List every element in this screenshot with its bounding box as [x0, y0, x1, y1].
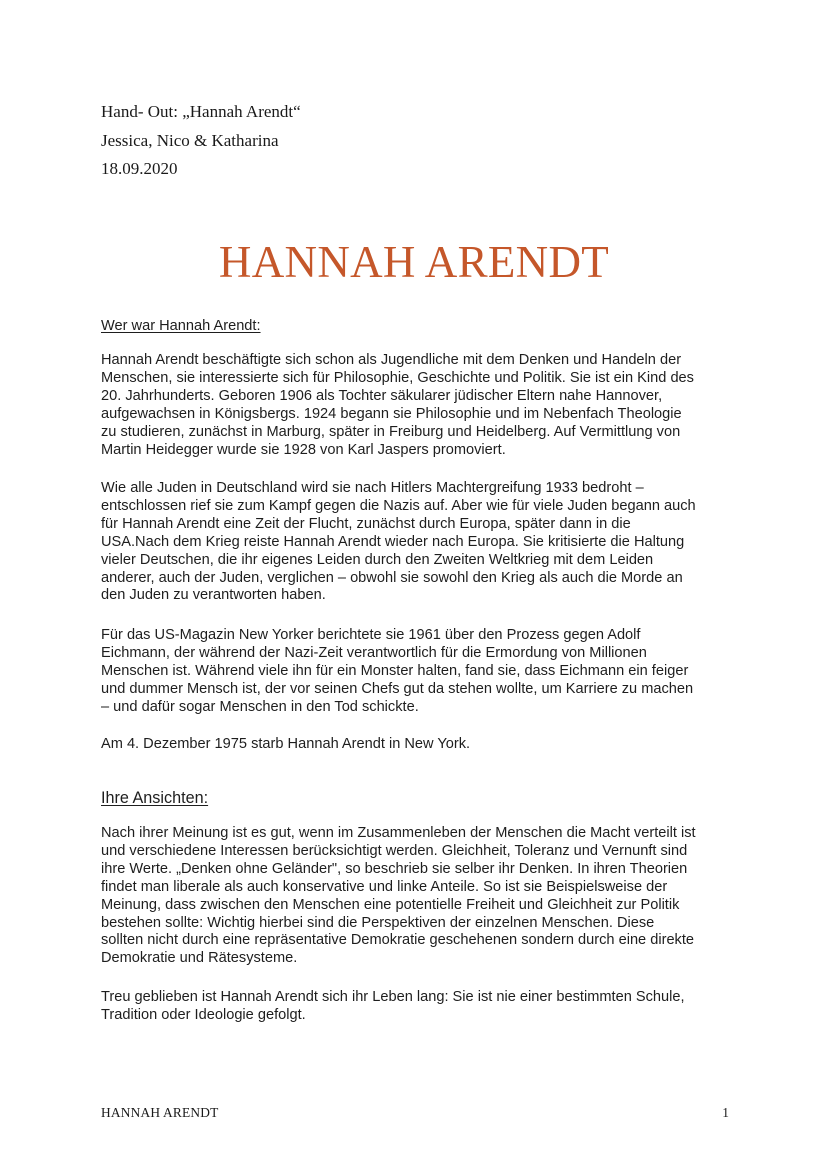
section-heading-who: Wer war Hannah Arendt: [101, 318, 261, 334]
text-line: anderer, auch der Juden, verglichen – obwohl sie sowohl den Krieg als auch die Morde an [101, 569, 683, 586]
text-line: Treu geblieben ist Hannah Arendt sich ihr Leben lang: Sie ist nie einer bestimmten Schule, [101, 989, 685, 1005]
text-line: vieler Deutschen, die ihr eigenes Leiden durch den Zweiten Weltkrieg mit dem Leiden [101, 551, 654, 568]
text-line: findet man liberale als auch konservative und linke Anteile. So ist sie Beispielsweise der [101, 878, 668, 895]
text-line: bestehen sollte: Wichtig hierbei sind die Perspektiven der einzelnen Menschen. Diese [101, 914, 655, 931]
section-heading-views: Ihre Ansichten: [101, 789, 209, 807]
paragraph-loyalty [101, 989, 737, 1025]
text-line: Tradition oder Ideologie gefolgt. [101, 1006, 306, 1023]
text-line: zu studieren, zunächst in Marburg, später in Freiburg und Heidelberg. Auf Vermittlung von [101, 423, 681, 440]
text-line: Nach ihrer Meinung ist es gut, wenn im Zusammenleben der Menschen die Macht verteilt ist [101, 825, 696, 841]
text-line: Martin Heidegger wurde sie 1928 von Karl Jaspers promoviert. [101, 441, 506, 458]
text-line: – und dafür sogar Menschen in den Tod schickte. [101, 698, 419, 715]
text-line: Für das US-Magazin New Yorker berichtete sie 1961 über den Prozess gegen Adolf [101, 627, 641, 643]
text-line: Menschen, sie interessierte sich für Philosophie, Geschichte und Politik. Sie ist ein Kind des [101, 369, 694, 386]
text-line: Menschen ist. Während viele ihn für ein Monster halten, fand sie, dass Eichmann ein feiger [101, 662, 689, 679]
handout-title: Hand- Out: „Hannah Arendt“ [101, 102, 301, 121]
text-line: Hannah Arendt beschäftigte sich schon als Jugendliche mit dem Denken und Handeln der [101, 352, 682, 368]
text-line: Am 4. Dezember 1975 starb Hannah Arendt in New York. [101, 736, 471, 752]
date: 18.09.2020 [101, 159, 178, 178]
page-title: HANNAH ARENDT [218, 237, 610, 287]
text-line: und dummer Mensch ist, der vor seinen Chefs gut da stehen wollte, um Karriere zu machen [101, 680, 694, 697]
text-line: sollten nicht durch eine repräsentative Demokratie geschehenen sondern durch eine direkte [101, 932, 695, 949]
text-line: USA.Nach dem Krieg reiste Hannah Arendt wieder nach Europa. Sie kritisierte die Haltung [101, 533, 685, 550]
authors: Jessica, Nico & Katharina [101, 130, 279, 150]
text-line: und verschiedene Interessen berücksichtigt werden. Gleichheit, Toleranz und Vernunft sind [101, 842, 688, 859]
text-line: für Hannah Arendt eine Zeit der Flucht, zunächst durch Europa, später dann in die [101, 515, 631, 532]
footer-title: HANNAH ARENDT [101, 1105, 219, 1120]
text-line: Wie alle Juden in Deutschland wird sie nach Hitlers Machtergreifung 1933 bedroht – [101, 480, 644, 496]
page-number: 1 [722, 1105, 729, 1120]
text-line: Demokratie und Rätesysteme. [101, 950, 298, 967]
paragraph-flight [101, 480, 737, 605]
text-line: ihre Werte. „Denken ohne Geländer", so beschrieb sie selber ihr Denken. In ihren Theorien [101, 860, 688, 877]
paragraph-death [101, 736, 737, 754]
paragraph-eichmann [101, 627, 737, 717]
text-line: aufgewachsen in Königsbergs. 1924 begann sie Philosophie und im Nebenfach Theologie [101, 405, 682, 422]
text-line: entschlossen rief sie zum Kampf gegen die Nazis auf. Aber wie für viele Juden begann auch [101, 497, 696, 514]
paragraph-views [101, 825, 737, 968]
text-line: Meinung, dass zwischen den Menschen eine potentielle Freiheit und Gleichheit zur Politik [101, 896, 680, 913]
text-line: den Juden zu verantworten haben. [101, 587, 326, 604]
text-line: Eichmann, der während der Nazi-Zeit verantwortlich für die Ermordung von Millionen [101, 644, 647, 661]
document-header [101, 98, 301, 184]
paragraph-biography [101, 352, 737, 459]
text-line: 20. Jahrhunderts. Geboren 1906 als Tochter säkularer jüdischer Eltern nahe Hannover, [101, 387, 663, 404]
